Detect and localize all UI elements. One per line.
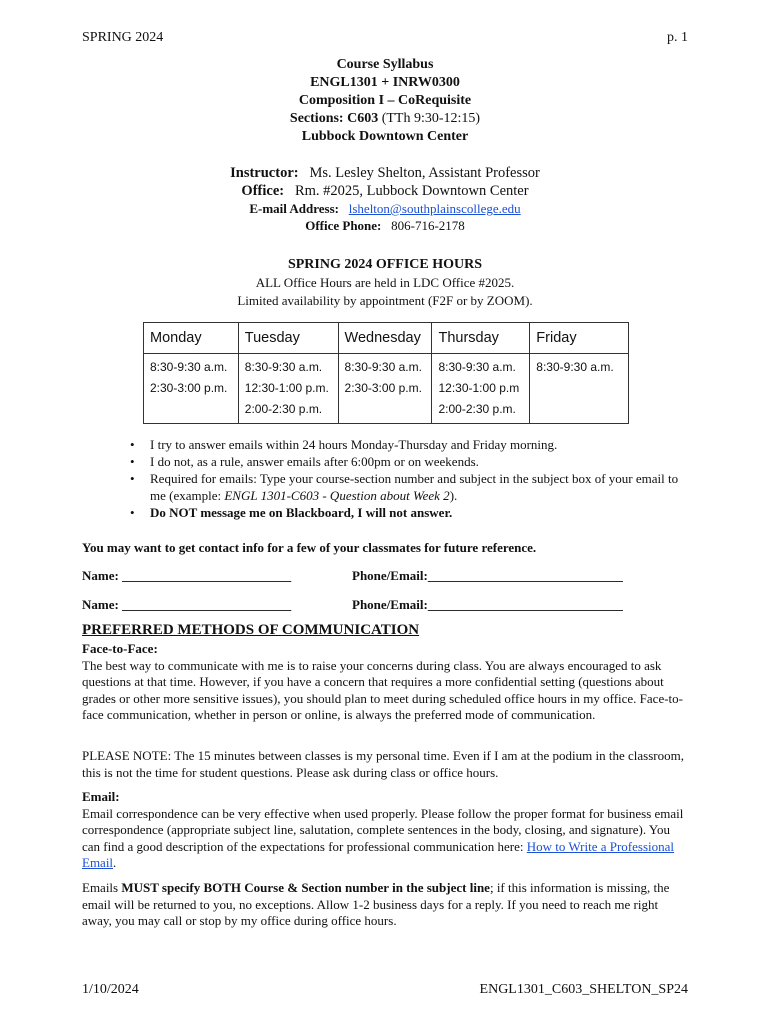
title-line-3: Composition I – CoRequisite bbox=[298, 93, 472, 108]
communication-section-title: PREFERRED METHODS OF COMMUNICATION bbox=[82, 622, 420, 638]
hours-cell-monday: 8:30-9:30 a.m. 2:30-3:00 p.m. bbox=[144, 354, 239, 424]
office-line bbox=[0, 182, 770, 200]
header-page-number: p. 1 bbox=[667, 30, 688, 45]
bullet-text-1: I try to answer emails within 24 hours Monday-Thursday and Friday morning. bbox=[150, 437, 558, 452]
phone-label: Office Phone: bbox=[305, 218, 382, 233]
f2f-paragraph: The best way to communicate with me is to raise your concerns during class. You are always encouraged to ask questions at that time. However, if you have a concern that requires a more confidential setting (questions about grades or other more sensitive issues), you should plan to meet during scheduled office hours in my office. Face-to-face communication, whether in person or online, is always the preferred mode of communication. bbox=[82, 657, 683, 722]
email-section bbox=[82, 789, 690, 872]
f2f-heading: Face-to-Face: bbox=[82, 641, 158, 656]
hours-cell-wednesday: 8:30-9:30 a.m. 2:30-3:00 p.m. bbox=[338, 354, 432, 424]
email-line bbox=[0, 200, 770, 217]
day-header-wednesday: Wednesday bbox=[338, 323, 432, 354]
footer-date: 1/10/2024 bbox=[82, 982, 139, 997]
list-item bbox=[130, 470, 690, 504]
bullet-icon: • bbox=[130, 505, 135, 520]
bullet-text-3-example: ENGL 1301-C603 - Question about Week 2 bbox=[224, 488, 450, 503]
table-header-row bbox=[144, 323, 629, 354]
office-hours-table bbox=[143, 322, 629, 424]
contact-phone-field-1[interactable]: Phone/Email:______________________________ bbox=[352, 568, 623, 583]
must-end: ; if this information is missing, the email will be returned to you, no exceptions. Allow 1-2 business days for a reply. If you need to reach me right away, you may call or stop by my office during office hours. bbox=[82, 880, 670, 928]
office-value: Rm. #2025, Lubbock Downtown Center bbox=[294, 183, 529, 199]
must-start: Emails bbox=[82, 880, 122, 895]
table-row bbox=[144, 354, 629, 424]
email-paragraph bbox=[82, 806, 690, 872]
list-item bbox=[130, 436, 690, 453]
hours-cell-tuesday: 8:30-9:30 a.m. 12:30-1:00 p.m. 2:00-2:30 p.m. bbox=[238, 354, 338, 424]
email-link[interactable]: lshelton@southplainscollege.edu bbox=[348, 201, 521, 216]
email-heading: Email: bbox=[82, 789, 120, 804]
must-bold: MUST specify BOTH Course & Section number in the subject line bbox=[121, 880, 490, 895]
contact-name-field-1[interactable]: Name: __________________________ bbox=[82, 568, 292, 583]
header-semester: SPRING 2024 bbox=[82, 30, 164, 45]
office-hours-block bbox=[0, 256, 770, 310]
office-label: Office: bbox=[241, 183, 285, 199]
email-policy-list bbox=[130, 436, 690, 521]
instructor-label: Instructor: bbox=[230, 165, 299, 181]
bullet-text-3-start: Required for emails: Type your course-section number and subject in the subject box of your email to me (example: bbox=[150, 471, 679, 503]
instructor-value: Ms. Lesley Shelton, Assistant Professor bbox=[309, 165, 540, 181]
hours-cell-thursday: 8:30-9:30 a.m. 12:30-1:00 p.m 2:00-2:30 p.m. bbox=[432, 354, 530, 424]
day-header-monday: Monday bbox=[144, 323, 239, 354]
professional-email-link[interactable]: How to Write a Professional Email bbox=[82, 838, 675, 870]
office-hours-line-1: ALL Office Hours are held in LDC Office #2025. bbox=[255, 275, 515, 290]
list-item bbox=[130, 453, 690, 470]
contact-name-field-2[interactable]: Name: __________________________ bbox=[82, 597, 292, 612]
list-item bbox=[130, 504, 690, 521]
day-header-thursday: Thursday bbox=[432, 323, 530, 354]
f2f-section bbox=[82, 641, 690, 724]
office-hours-line-2: Limited availability by appointment (F2F or by ZOOM). bbox=[237, 293, 533, 308]
phone-value: 806-716-2178 bbox=[391, 218, 465, 233]
email-paragraph-text: Email correspondence can be very effective when used properly. Please follow the proper format for business email correspondence (appropriate subject line, salutation, complete sentences in the body, closing, and signature). You can find a good description of the expectations for professional communication here: bbox=[82, 805, 684, 854]
office-hours-heading: SPRING 2024 OFFICE HOURS bbox=[287, 257, 483, 272]
bullet-text-2: I do not, as a rule, answer emails after 6:00pm or on weekends. bbox=[150, 454, 479, 469]
email-paragraph-end: . bbox=[113, 855, 117, 870]
please-note-paragraph: PLEASE NOTE: The 15 minutes between classes is my personal time. Even if I am at the podium in the classroom, this is not the time for student questions. Please ask during class or office hours. bbox=[82, 748, 684, 780]
hours-cell-friday: 8:30-9:30 a.m. bbox=[530, 354, 629, 424]
bullet-text-3-end: ). bbox=[449, 488, 458, 503]
location-line: Lubbock Downtown Center bbox=[301, 129, 469, 144]
phone-line bbox=[0, 217, 770, 234]
instructor-line bbox=[0, 164, 770, 182]
footer-document-code: ENGL1301_C603_SHELTON_SP24 bbox=[479, 982, 688, 997]
contact-note: You may want to get contact info for a few of your classmates for future reference. bbox=[82, 540, 537, 555]
course-title-block bbox=[0, 56, 770, 146]
title-line-2: ENGL1301 + INRW0300 bbox=[310, 75, 460, 90]
instructor-block bbox=[0, 164, 770, 234]
day-header-friday: Friday bbox=[530, 323, 629, 354]
sections-line bbox=[0, 110, 770, 128]
bullet-icon: • bbox=[130, 454, 135, 469]
email-label: E-mail Address: bbox=[249, 201, 339, 216]
sections-label: Sections: C603 bbox=[289, 111, 379, 126]
day-header-tuesday: Tuesday bbox=[238, 323, 338, 354]
must-specify-paragraph bbox=[82, 880, 690, 930]
bullet-icon: • bbox=[130, 437, 135, 452]
contact-phone-field-2[interactable]: Phone/Email:______________________________ bbox=[352, 597, 623, 612]
bullet-text-4: Do NOT message me on Blackboard, I will not answer. bbox=[150, 505, 453, 520]
bullet-icon: • bbox=[130, 471, 135, 486]
sections-time: (TTh 9:30-12:15) bbox=[378, 111, 481, 126]
title-line-1: Course Syllabus bbox=[336, 57, 434, 72]
